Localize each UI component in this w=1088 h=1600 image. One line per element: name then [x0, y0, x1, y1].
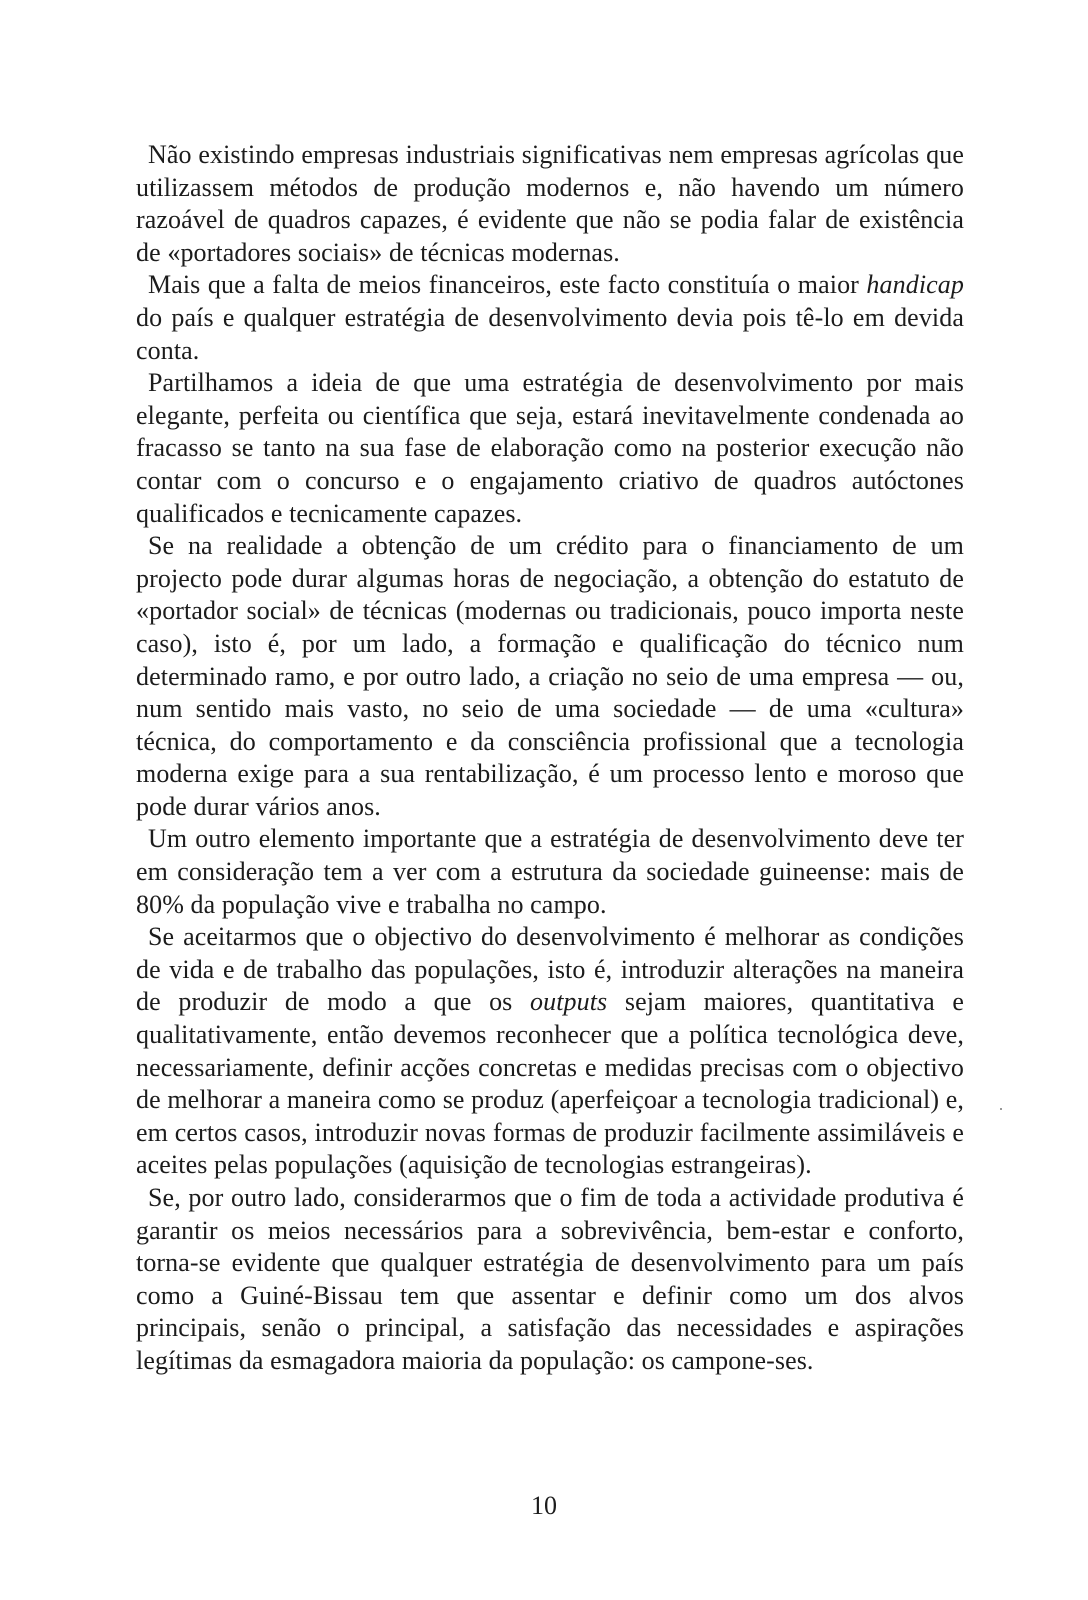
text-run: Um outro elemento importante que a estratégia de desenvolvimento deve ter em consideração tem a ver com a estrutura da sociedade guineense: mais de 80% da população vive e trabalha no campo. — [136, 824, 964, 919]
text-run: Mais que a falta de meios financeiros, este facto constituía o maior — [148, 270, 867, 300]
paragraph — [136, 530, 964, 823]
scan-speck — [1000, 1108, 1002, 1110]
paragraph — [136, 269, 964, 367]
text-run: Não existindo empresas industriais significativas nem empresas agrícolas que utilizassem métodos de produção modernos e, não havendo um número razoável de quadros capazes, é evidente que não se podia falar de existência de «portadores sociais» de técnicas modernas. — [136, 140, 964, 267]
text-run: Partilhamos a ideia de que uma estratégia de desenvolvimento por mais elegante, perfeita ou científica que seja, estará inevitavelmente condenada ao fracasso se tanto na sua fase de elaboração como na posterior execução não contar com o concurso e o engajamento criativo de quadros autóctones qualificados e tecnicamente capazes. — [136, 368, 964, 528]
text-run: Se aceitarmos que o objectivo do desenvolvimento é melhorar as condições de vida e de trabalho das populações, isto é, introduzir alterações na maneira de produzir de modo a que os — [136, 922, 964, 1017]
italic-term: outputs — [530, 987, 608, 1017]
text-run: Se, por outro lado, considerarmos que o fim de toda a actividade produtiva é garantir os meios necessários para a sobrevivência, bem-estar e conforto, torna-se evidente que qualquer estratégia de desenvolvimento para um país como a Guiné-Bissau tem que assentar e definir como um dos alvos principais, senão o principal, a satisfação das necessidades e aspirações legítimas da esmagadora maioria da população: os campone-ses. — [136, 1183, 964, 1375]
paragraph — [136, 823, 964, 921]
text-run: Se na realidade a obtenção de um crédito para o financiamento de um projecto pode durar algumas horas de negociação, a obtenção do estatuto de «portador social» de técnicas (modernas ou tradicionais, pouco importa neste caso), isto é, por um lado, a formação e qualificação do técnico num determinado ramo, e por outro lado, a criação no seio de uma empresa — ou, num sentido mais vasto, no seio de uma sociedade — de uma «cultura» técnica, do comportamento e da consciência profissional que a tecnologia moderna exige para a sua rentabilização, é um processo lento e moroso que pode durar vários anos. — [136, 531, 964, 821]
paragraph — [136, 921, 964, 1182]
text-run: do país e qualquer estratégia de desenvolvimento devia pois tê-lo em devida conta. — [136, 302, 964, 365]
paragraph — [136, 139, 964, 269]
page-number: 10 — [531, 1491, 557, 1520]
paragraph — [136, 367, 964, 530]
body-text — [136, 139, 964, 1378]
italic-term: handicap — [866, 270, 964, 300]
paragraph — [136, 1182, 964, 1378]
text-run: sejam maiores, quantitativa e qualitativamente, então devemos reconhecer que a política tecnológica deve, necessariamente, definir acções concretas e medidas precisas com o objectivo de melhorar a maneira como se produz (aperfeiçoar a tecnologia tradicional) e, em certos casos, introduzir novas formas de produzir facilmente assimiláveis e aceites pelas populações (aquisição de tecnologias estrangeiras). — [136, 987, 964, 1180]
